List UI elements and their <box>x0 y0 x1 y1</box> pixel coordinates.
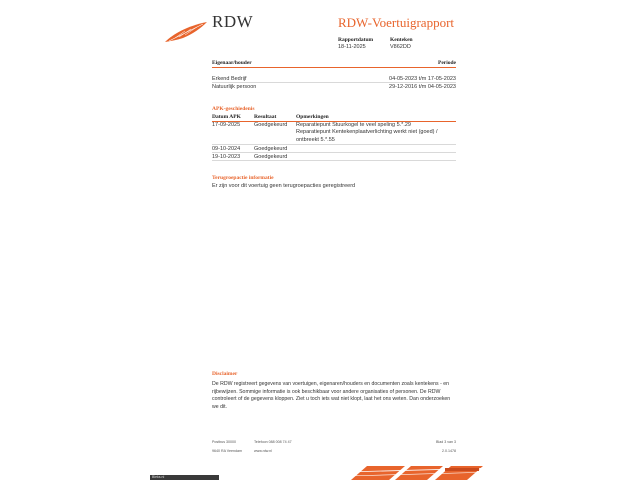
logo-text: RDW <box>212 12 254 31</box>
footer-version: 2.0.1478 <box>442 449 456 453</box>
recall-text: Er zijn voor dit voertuig geen terugroepacties geregistreerd <box>212 183 356 189</box>
apk-remarks-header: Opmerkingen <box>296 114 329 120</box>
apk-row-2-result: Goedgekeurd <box>254 146 288 152</box>
footer-phone: Telefoon 088 008 74 47 <box>254 440 292 444</box>
disclaimer-line-3: controleert of de gegevens kloppen. Ziet u toch iets wat niet klopt, laat het ons weten. Dan onderzoeken <box>212 396 451 402</box>
row-divider <box>212 144 456 145</box>
disclaimer-line-2: rijbewijzen. Sommige informatie is ook beschikbaar voor andere organisaties of personen. De RDW <box>212 388 441 395</box>
owners-divider <box>212 67 456 68</box>
row-divider <box>212 152 456 153</box>
period-row-2: 29-12-2016 t/m 04-05-2023 <box>389 84 456 90</box>
owner-row-1: Erkend Bedrijf <box>212 76 247 82</box>
plate-label: Kenteken <box>390 37 413 43</box>
plate-value: V862DD <box>390 44 411 50</box>
apk-date-header: Datum APK <box>212 114 241 120</box>
period-column-header: Periode <box>437 60 456 66</box>
footer-website: www.rdw.nl <box>254 449 272 453</box>
apk-result-header: Resultaat <box>254 114 277 120</box>
row-divider <box>212 82 456 83</box>
apk-row-1-result: Goedgekeurd <box>254 122 288 128</box>
row-divider <box>212 160 456 161</box>
disclaimer-title: Disclaimer <box>212 371 238 377</box>
report-title: RDW-Voertuigrapport <box>338 15 455 30</box>
decorative-stripes-icon <box>345 464 495 480</box>
apk-row-1-remark-3: ontbreekt 5.*.55 <box>296 137 335 143</box>
disclaimer-text <box>212 381 462 411</box>
report-date: 18-11-2025 <box>338 44 366 50</box>
owner-row-2: Natuurlijk persoon <box>212 84 257 90</box>
disclaimer-line-4: we dit. <box>212 403 227 410</box>
footer-address: 9640 RA Veendam <box>212 449 242 453</box>
footer-postbus: Postbus 30000 <box>212 440 236 444</box>
apk-row-1-remark-2: Reparatiepunt Kentekenplaatverlichting werkt niet (goed) / <box>296 129 438 135</box>
apk-row-2-date: 09-10-2024 <box>212 146 241 152</box>
disclaimer-line-1: De RDW registreert gegevens van voertuigen, eigenaren/houders en documenten zoals kentekens - en <box>212 381 450 387</box>
recall-section-title: Terugroepactie informatie <box>212 175 274 181</box>
apk-row-3-date: 19-10-2023 <box>212 154 241 160</box>
footer-page: Blad 3 van 3 <box>436 440 456 444</box>
apk-row-3-result: Goedgekeurd <box>254 154 288 160</box>
rdw-logo-icon <box>163 20 209 44</box>
corner-tag <box>150 475 219 480</box>
apk-row-1-remark-1: Reparatiepunt Stuurkogel te veel speling 5.*.29 <box>296 122 411 128</box>
owner-column-header: Eigenaar/houder <box>212 60 252 66</box>
period-row-1: 04-05-2023 t/m 17-05-2023 <box>389 76 456 82</box>
apk-row-1-date: 17-09-2025 <box>212 122 241 128</box>
report-date-label: Rapportdatum <box>338 37 374 43</box>
corner-tag-label: Bleks.nl <box>152 475 165 479</box>
apk-section-title: APK-geschiedenis <box>212 106 255 112</box>
